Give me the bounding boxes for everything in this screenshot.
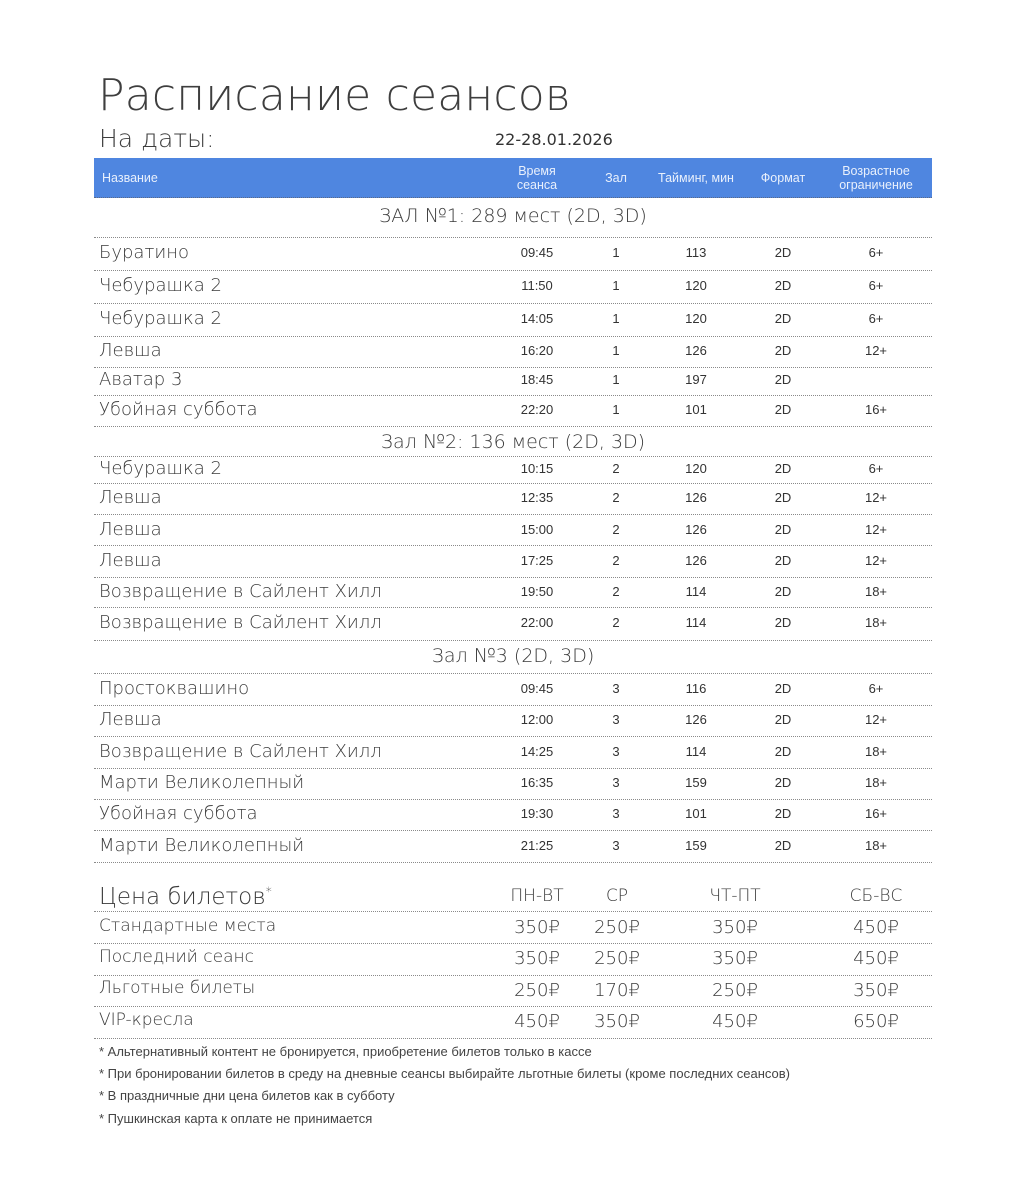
session-time: 22:20 [520, 402, 554, 417]
age-rating: 6+ [868, 278, 884, 293]
duration: 120 [685, 311, 707, 326]
hall-number: 1 [612, 402, 620, 417]
age-rating: 6+ [868, 681, 884, 696]
hall-number: 2 [612, 584, 620, 599]
row-divider [94, 1038, 932, 1039]
duration: 126 [685, 490, 707, 505]
session-time: 14:05 [520, 311, 554, 326]
session-time: 17:25 [520, 553, 554, 568]
session-time: 09:45 [520, 245, 554, 260]
row-divider [94, 577, 932, 578]
film-title: Левша [99, 487, 162, 508]
session-time: 10:15 [520, 461, 554, 476]
film-title: Чебурашка 2 [99, 458, 222, 479]
row-divider [94, 911, 932, 912]
dates-label: На даты: [99, 124, 215, 153]
age-rating: 12+ [864, 712, 888, 727]
price-value: 170₽ [594, 980, 640, 1001]
session-time: 19:50 [520, 584, 554, 599]
price-value: 350₽ [514, 917, 560, 938]
session-time: 16:20 [520, 343, 554, 358]
price-category: Льготные билеты [99, 978, 256, 998]
age-rating: 12+ [864, 553, 888, 568]
session-time: 21:25 [520, 838, 554, 853]
format: 2D [774, 584, 792, 599]
duration: 159 [685, 775, 707, 790]
row-divider [94, 975, 932, 976]
film-title: Левша [99, 709, 162, 730]
row-divider [94, 705, 932, 706]
film-title: Аватар 3 [99, 369, 183, 390]
film-title: Возвращение в Сайлент Хилл [99, 741, 382, 762]
column-header-format: Формат [760, 170, 806, 185]
hall-number: 1 [612, 343, 620, 358]
price-value: 450₽ [853, 917, 899, 938]
price-value: 250₽ [514, 980, 560, 1001]
hall-number: 2 [612, 461, 620, 476]
session-time: 15:00 [520, 522, 554, 537]
age-rating: 6+ [868, 461, 884, 476]
film-title: Чебурашка 2 [99, 275, 222, 296]
prices-title [99, 884, 272, 910]
session-time: 19:30 [520, 806, 554, 821]
session-time: 12:00 [520, 712, 554, 727]
duration: 101 [685, 806, 707, 821]
age-rating: 12+ [864, 343, 888, 358]
session-time: 11:50 [521, 278, 553, 293]
price-value: 250₽ [594, 948, 640, 969]
row-divider [94, 830, 932, 831]
price-value: 650₽ [853, 1011, 899, 1032]
format: 2D [774, 806, 792, 821]
film-title: Буратино [99, 242, 189, 263]
duration: 116 [685, 681, 707, 696]
row-divider [94, 799, 932, 800]
column-header-time: Время сеанса [516, 163, 558, 192]
age-rating: 6+ [868, 311, 884, 326]
film-title: Убойная суббота [99, 399, 258, 420]
price-value: 450₽ [514, 1011, 560, 1032]
age-rating: 18+ [864, 744, 888, 759]
hall-number: 3 [612, 681, 620, 696]
age-rating: 18+ [864, 584, 888, 599]
format: 2D [774, 522, 792, 537]
format: 2D [774, 278, 792, 293]
film-title: Марти Великолепный [99, 835, 305, 856]
column-header-hall: Зал [605, 170, 627, 185]
film-title: Левша [99, 340, 162, 361]
row-divider [94, 395, 932, 396]
row-divider [94, 237, 932, 238]
hall-heading: ЗАЛ №1: 289 мест (2D, 3D) [379, 205, 647, 227]
price-value: 350₽ [712, 948, 758, 969]
row-divider [94, 862, 932, 863]
format: 2D [774, 343, 792, 358]
row-divider [94, 545, 932, 546]
price-day-header: СБ-ВС [849, 886, 903, 906]
price-value: 450₽ [853, 948, 899, 969]
price-category: Стандартные места [99, 916, 277, 936]
duration: 126 [685, 553, 707, 568]
row-divider [94, 943, 932, 944]
price-category: Последний сеанс [99, 947, 254, 967]
row-divider [94, 483, 932, 484]
footnote: * В праздничные дни цена билетов как в субботу [99, 1088, 395, 1103]
row-divider [94, 514, 932, 515]
duration: 120 [685, 278, 707, 293]
duration: 197 [685, 372, 707, 387]
duration: 126 [685, 343, 707, 358]
hall-number: 3 [612, 712, 620, 727]
footnote: * Пушкинская карта к оплате не принимается [99, 1111, 373, 1126]
row-divider [94, 1006, 932, 1007]
age-rating: 6+ [868, 245, 884, 260]
hall-number: 3 [612, 775, 620, 790]
price-value: 250₽ [594, 917, 640, 938]
row-divider [94, 336, 932, 337]
format: 2D [774, 402, 792, 417]
format: 2D [774, 372, 792, 387]
duration: 159 [685, 838, 707, 853]
column-header-age: Возрастное ограничение [839, 163, 913, 192]
format: 2D [774, 744, 792, 759]
format: 2D [774, 775, 792, 790]
footnote-mark: * [265, 884, 272, 899]
hall-number: 2 [612, 490, 620, 505]
row-divider [94, 768, 932, 769]
film-title: Убойная суббота [99, 803, 258, 824]
hall-number: 1 [612, 245, 620, 260]
hall-number: 2 [612, 615, 620, 630]
row-divider [94, 607, 932, 608]
footnote: * Альтернативный контент не бронируется, приобретение билетов только в кассе [99, 1044, 592, 1059]
column-header-name: Название [102, 170, 158, 185]
session-time: 12:35 [520, 490, 554, 505]
age-rating: 18+ [864, 615, 888, 630]
hall-heading: Зал №2: 136 мест (2D, 3D) [380, 431, 646, 453]
format: 2D [774, 712, 792, 727]
format: 2D [774, 553, 792, 568]
price-day-header: ЧТ-ПТ [709, 886, 761, 906]
format: 2D [774, 461, 792, 476]
price-value: 350₽ [712, 917, 758, 938]
price-value: 350₽ [853, 980, 899, 1001]
age-rating: 16+ [864, 806, 888, 821]
age-rating: 12+ [864, 522, 888, 537]
format: 2D [774, 838, 792, 853]
film-title: Простоквашино [99, 678, 250, 699]
hall-number: 1 [612, 372, 620, 387]
session-time: 22:00 [520, 615, 554, 630]
session-time: 09:45 [520, 681, 554, 696]
age-rating: 16+ [864, 402, 888, 417]
row-divider [94, 640, 932, 641]
format: 2D [774, 311, 792, 326]
duration: 114 [685, 615, 707, 630]
age-rating: 12+ [864, 490, 888, 505]
price-value: 350₽ [514, 948, 560, 969]
price-day-header: ПН-ВТ [510, 886, 564, 906]
row-divider [94, 736, 932, 737]
duration: 114 [685, 584, 707, 599]
price-value: 350₽ [594, 1011, 640, 1032]
row-divider [94, 303, 932, 304]
hall-number: 1 [612, 311, 620, 326]
page-title: Расписание сеансов [98, 70, 571, 121]
hall-number: 3 [612, 838, 620, 853]
format: 2D [774, 681, 792, 696]
row-divider [94, 367, 932, 368]
duration: 113 [685, 245, 707, 260]
prices-title-text: Цена билетов [99, 884, 266, 910]
row-divider [94, 426, 932, 427]
duration: 101 [685, 402, 707, 417]
duration: 126 [685, 522, 707, 537]
schedule-table-header [94, 158, 932, 198]
hall-number: 2 [612, 522, 620, 537]
column-header-timing: Тайминг, мин [658, 170, 734, 185]
hall-number: 3 [612, 806, 620, 821]
price-category: VIP-кресла [99, 1010, 194, 1030]
film-title: Левша [99, 550, 162, 571]
duration: 120 [685, 461, 707, 476]
price-value: 250₽ [712, 980, 758, 1001]
duration: 126 [685, 712, 707, 727]
film-title: Возвращение в Сайлент Хилл [99, 581, 382, 602]
footnote: * При бронировании билетов в среду на дневные сеансы выбирайте льготные билеты (кроме последних сеансов) [99, 1066, 790, 1081]
price-day-header: СР [605, 886, 629, 906]
film-title: Чебурашка 2 [99, 308, 222, 329]
age-rating: 18+ [864, 775, 888, 790]
age-rating: 18+ [864, 838, 888, 853]
hall-heading: Зал №3 (2D, 3D) [431, 645, 595, 667]
hall-number: 3 [612, 744, 620, 759]
format: 2D [774, 615, 792, 630]
film-title: Марти Великолепный [99, 772, 305, 793]
session-time: 16:35 [520, 775, 554, 790]
session-time: 18:45 [520, 372, 554, 387]
session-time: 14:25 [520, 744, 554, 759]
format: 2D [774, 245, 792, 260]
hall-number: 1 [612, 278, 620, 293]
film-title: Левша [99, 519, 162, 540]
row-divider [94, 456, 932, 457]
film-title: Возвращение в Сайлент Хилл [99, 612, 382, 633]
row-divider [94, 673, 932, 674]
hall-number: 2 [612, 553, 620, 568]
duration: 114 [685, 744, 707, 759]
format: 2D [774, 490, 792, 505]
row-divider [94, 270, 932, 271]
dates-value: 22-28.01.2026 [495, 130, 613, 149]
price-value: 450₽ [712, 1011, 758, 1032]
